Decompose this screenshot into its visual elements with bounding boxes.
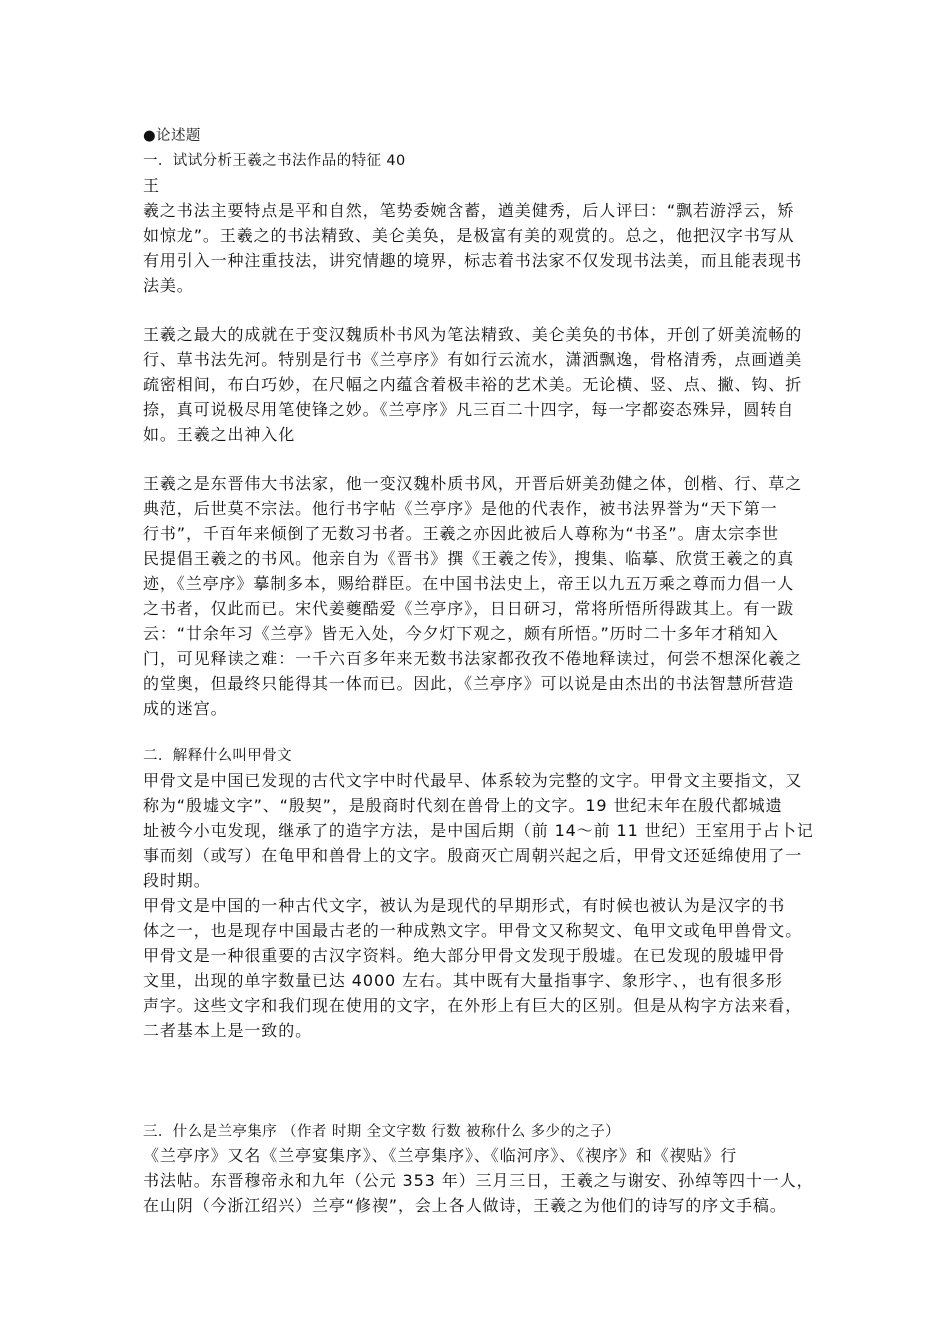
q1-line: 如惊龙”。王羲之的书法精致、美仑美奂，是极富有美的观赏的。总之，他把汉字书写从 (143, 226, 795, 245)
q1-line: 如。王羲之出神入化 (143, 425, 296, 444)
q3-line: 《兰亭序》又名《兰亭宴集序》、《兰亭集序》、《临河序》、《禊序》和《禊贴》行 (143, 1146, 738, 1165)
q2-line: 甲骨文是一种很重要的古汉字资料。绝大部分甲骨文发现于殷墟。在已发现的殷墟甲骨 (143, 946, 786, 965)
q3-line: 书法帖。东晋穆帝永和九年（公元 353 年）三月三日，王羲之与谢安、孙绰等四十一人， (143, 1171, 814, 1190)
q2-line: 体之一，也是现存中国最古老的一种成熟文字。甲骨文又称契文、龟甲文或龟甲兽骨文。 (143, 921, 803, 940)
q1-line: 门，可见释读之难：一千六百多年来无数书法家都孜孜不倦地释读过，何尝不想深化羲之 (143, 649, 803, 668)
q1-line: 捺，真可说极尽用笔使锋之妙。《兰亭序》凡三百二十四字，每一字都姿态殊异，圆转自 (143, 400, 795, 419)
q2-line: 二者基本上是一致的。 (143, 1021, 313, 1040)
q1-line: 行书”，千百年来倾倒了无数习书者。王羲之亦因此被后人尊称为“书圣”。唐太宗李世 (143, 524, 779, 543)
q2-line: 事而刻（或写）在龟甲和兽骨上的文字。殷商灭亡周朝兴起之后，甲骨文还延绵使用了一 (143, 846, 803, 865)
q1-line: 疏密相间，布白巧妙，在尺幅之内蕴含着极丰裕的艺术美。无论横、竖、点、撇、钩、折 (143, 375, 803, 394)
q1-line: 王羲之最大的成就在于变汉魏质朴书风为笔法精致、美仑美奂的书体，开创了妍美流畅的 (143, 325, 803, 344)
q2-line: 甲骨文是中国的一种古代文字，被认为是现代的早期形式，有时候也被认为是汉字的书 (143, 896, 786, 915)
q2-line: 段时期。 (143, 871, 211, 890)
q1-line: 成的迷宫。 (143, 699, 228, 718)
q1-line: 迹，《兰亭序》摹制多本，赐给群臣。在中国书法史上，帝王以九五万乘之尊而力倡一人 (143, 574, 795, 593)
q1-line: 行、草书法先河。特别是行书《兰亭序》有如行云流水，潇洒飘逸，骨格清秀，点画遒美 (143, 350, 803, 369)
q1-line: 羲之书法主要特点是平和自然，笔势委婉含蓄，遒美健秀，后人评曰：“飘若游浮云，矫 (143, 201, 795, 220)
q1-line: 民提倡王羲之的书风。他亲自为《晋书》撰《王羲之传》，搜集、临摹、欣赏王羲之的真 (143, 549, 795, 568)
q1-line: 王羲之是东晋伟大书法家，他一变汉魏朴质书风，开晋后妍美劲健之体，创楷、行、草之 (143, 474, 803, 493)
q2-line: 称为“殷墟文字”、“殷契”，是殷商时代刻在兽骨上的文字。19 世纪末年在殷代都城遗 (143, 796, 783, 815)
q2-line: 甲骨文是中国已发现的古代文字中时代最早、体系较为完整的文字。甲骨文主要指文，又 (143, 771, 803, 790)
q1-line: 典范，后世莫不宗法。他行书字帖《兰亭序》是他的代表作，被书法界誉为“天下第一 (143, 499, 778, 518)
q1-line: 云：“廿余年习《兰亭》皆无入处，今夕灯下观之，颇有所悟。”历时二十多年才稍知入 (143, 624, 779, 643)
q1-line: 的堂奥，但最终只能得其一体而已。因此，《兰亭序》可以说是由杰出的书法智慧所营造 (143, 674, 795, 693)
q2-line: 声字。这些文字和我们现在使用的文字，在外形上有巨大的区别。但是从构字方法来看， (143, 996, 803, 1015)
q1-line: 有用引入一种注重技法，讲究情趣的境界，标志着书法家不仅发现书法美，而且能表现书 (143, 251, 803, 270)
q2-line: 址被今小屯发现，继承了的造字方法，是中国后期（前 14～前 11 世纪）王室用于占卜记 (143, 821, 814, 840)
q2-line: 文里，出现的单字数量已达 4000 左右。其中既有大量指事字、象形字、，也有很多形 (143, 971, 783, 990)
q1-line: 之书者，仅此而已。宋代姜夔酷爱《兰亭序》，日日研习，常将所悟所得跋其上。有一跋 (143, 599, 795, 618)
section-heading: ●论述题 (143, 128, 201, 144)
q3-line: 在山阴（今浙江绍兴）兰亭“修禊”，会上各人做诗，王羲之为他们的诗写的序文手稿。 (143, 1196, 787, 1215)
question-3-title: 三．什么是兰亭集序 （作者 时期 全文字数 行数 被称什么 多少的之子） (143, 1124, 621, 1140)
question-1-title: 一．试试分析王羲之书法作品的特征 40 (143, 153, 406, 169)
q1-line: 王 (143, 176, 160, 195)
question-2-title: 二．解释什么叫甲骨文 (143, 748, 292, 764)
q1-line: 法美。 (143, 276, 194, 295)
